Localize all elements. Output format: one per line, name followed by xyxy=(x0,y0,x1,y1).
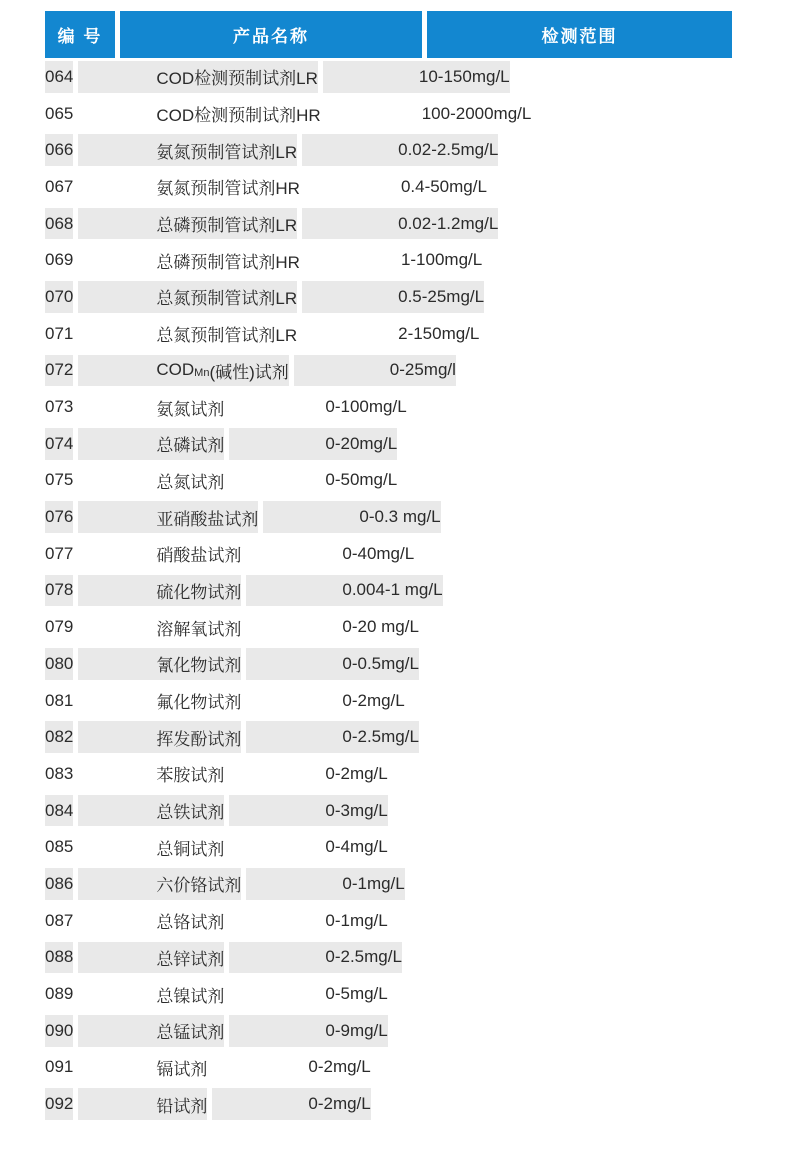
table-row xyxy=(45,976,732,1013)
row-product-name: 亚硝酸盐试剂 xyxy=(78,499,258,536)
row-detection-range: 10-150mg/L xyxy=(323,59,510,96)
row-product-name: 总铜试剂 xyxy=(78,829,224,866)
table-row xyxy=(45,499,732,536)
row-product-name xyxy=(78,353,288,390)
row-detection-range: 0-1mg/L xyxy=(229,903,387,940)
row-code: 071 xyxy=(45,316,73,353)
row-detection-range: 0-2.5mg/L xyxy=(246,719,419,756)
row-detection-range: 0-0.5mg/L xyxy=(246,646,419,683)
row-product-name: 六价铬试剂 xyxy=(78,866,241,903)
row-code: 091 xyxy=(45,1050,73,1087)
table-row xyxy=(45,389,732,426)
row-detection-range: 0-2mg/L xyxy=(229,756,387,793)
row-product-name: 氰化物试剂 xyxy=(78,646,241,683)
row-code: 081 xyxy=(45,683,73,720)
row-code: 090 xyxy=(45,1013,73,1050)
row-product-name: 溶解氧试剂 xyxy=(78,609,241,646)
row-detection-range: 0.02-1.2mg/L xyxy=(302,206,498,243)
row-product-name: 总磷预制管试剂HR xyxy=(78,242,300,279)
row-detection-range: 0-2.5mg/L xyxy=(229,940,402,977)
table-row xyxy=(45,683,732,720)
row-code: 083 xyxy=(45,756,73,793)
row-product-name: COD检测预制试剂LR xyxy=(78,59,318,96)
row-code: 072 xyxy=(45,353,73,390)
row-product-name: 氨氮试剂 xyxy=(78,389,224,426)
row-detection-range: 0-4mg/L xyxy=(229,829,387,866)
table-row xyxy=(45,829,732,866)
table-row xyxy=(45,96,732,133)
row-code: 084 xyxy=(45,793,73,830)
table-row xyxy=(45,573,732,610)
row-code: 074 xyxy=(45,426,73,463)
row-code: 073 xyxy=(45,389,73,426)
row-detection-range: 0-1mg/L xyxy=(246,866,404,903)
row-detection-range: 0-40mg/L xyxy=(246,536,414,573)
row-code: 078 xyxy=(45,573,73,610)
row-product-name: 氨氮预制管试剂HR xyxy=(78,169,300,206)
row-code: 070 xyxy=(45,279,73,316)
table-row xyxy=(45,132,732,169)
row-code: 068 xyxy=(45,206,73,243)
row-detection-range: 0.004-1 mg/L xyxy=(246,573,442,610)
table-row xyxy=(45,59,732,96)
header-detection-range: 检测范围 xyxy=(427,11,732,58)
table-row xyxy=(45,206,732,243)
row-detection-range: 0-2mg/L xyxy=(212,1086,370,1123)
row-product-name: 铅试剂 xyxy=(78,1086,207,1123)
row-product-name: 氟化物试剂 xyxy=(78,683,241,720)
row-product-name: 总铁试剂 xyxy=(78,793,224,830)
row-product-name: 硫化物试剂 xyxy=(78,573,241,610)
row-code: 086 xyxy=(45,866,73,903)
row-detection-range: 0.5-25mg/L xyxy=(302,279,484,316)
table-body xyxy=(45,59,732,1123)
row-product-name: 总磷预制管试剂LR xyxy=(78,206,297,243)
row-code: 064 xyxy=(45,59,73,96)
row-product-name: 挥发酚试剂 xyxy=(78,719,241,756)
table-row xyxy=(45,353,732,390)
row-product-name: 总铬试剂 xyxy=(78,903,224,940)
row-detection-range: 0-0.3 mg/L xyxy=(263,499,440,536)
row-detection-range: 0-25mg/l xyxy=(294,353,456,390)
table-row xyxy=(45,756,732,793)
row-detection-range: 0-5mg/L xyxy=(229,976,387,1013)
product-name-subscript: Mn xyxy=(194,367,210,380)
row-code: 066 xyxy=(45,132,73,169)
table-header-row xyxy=(45,11,732,58)
table-row xyxy=(45,1050,732,1087)
table-row xyxy=(45,940,732,977)
product-name-suffix: (碱性)试剂 xyxy=(209,362,289,382)
row-detection-range: 0.4-50mg/L xyxy=(305,169,487,206)
row-product-name: 总磷试剂 xyxy=(78,426,224,463)
row-code: 075 xyxy=(45,463,73,500)
row-code: 085 xyxy=(45,829,73,866)
table-row xyxy=(45,1013,732,1050)
row-product-name: 总镍试剂 xyxy=(78,976,224,1013)
row-code: 089 xyxy=(45,976,73,1013)
row-detection-range: 0-2mg/L xyxy=(246,683,404,720)
table-row xyxy=(45,903,732,940)
row-code: 077 xyxy=(45,536,73,573)
row-code: 067 xyxy=(45,169,73,206)
table-row xyxy=(45,1086,732,1123)
table-row xyxy=(45,463,732,500)
table-row xyxy=(45,793,732,830)
row-code: 076 xyxy=(45,499,73,536)
row-product-name: 总锌试剂 xyxy=(78,940,224,977)
row-detection-range: 0-100mg/L xyxy=(229,389,406,426)
product-name-prefix: COD xyxy=(156,360,195,380)
row-detection-range: 100-2000mg/L xyxy=(326,96,532,133)
row-product-name: 硝酸盐试剂 xyxy=(78,536,241,573)
table-row xyxy=(45,242,732,279)
row-code: 087 xyxy=(45,903,73,940)
row-detection-range: 1-100mg/L xyxy=(305,242,482,279)
row-detection-range: 0.02-2.5mg/L xyxy=(302,132,498,169)
row-code: 082 xyxy=(45,719,73,756)
row-product-name: 总氮预制管试剂LR xyxy=(78,316,297,353)
table-row xyxy=(45,536,732,573)
row-product-name: 总锰试剂 xyxy=(78,1013,224,1050)
table-row xyxy=(45,426,732,463)
row-product-name: COD检测预制试剂HR xyxy=(78,96,320,133)
row-product-name: 总氮试剂 xyxy=(78,463,224,500)
table-row xyxy=(45,279,732,316)
row-code: 092 xyxy=(45,1086,73,1123)
row-product-name: 氨氮预制管试剂LR xyxy=(78,132,297,169)
row-detection-range: 0-50mg/L xyxy=(229,463,397,500)
table-row xyxy=(45,169,732,206)
row-code: 088 xyxy=(45,940,73,977)
row-code: 079 xyxy=(45,609,73,646)
row-product-name: 镉试剂 xyxy=(78,1050,207,1087)
header-product-name: 产品名称 xyxy=(120,11,422,58)
row-code: 080 xyxy=(45,646,73,683)
row-product-name: 总氮预制管试剂LR xyxy=(78,279,297,316)
header-code: 编 号 xyxy=(45,11,115,58)
row-detection-range: 0-20mg/L xyxy=(229,426,397,463)
table-row xyxy=(45,719,732,756)
table-row xyxy=(45,609,732,646)
table-row xyxy=(45,646,732,683)
row-code: 069 xyxy=(45,242,73,279)
row-detection-range: 0-9mg/L xyxy=(229,1013,387,1050)
table-row xyxy=(45,866,732,903)
row-detection-range: 0-2mg/L xyxy=(212,1050,370,1087)
row-code: 065 xyxy=(45,96,73,133)
row-product-name: 苯胺试剂 xyxy=(78,756,224,793)
row-detection-range: 0-3mg/L xyxy=(229,793,387,830)
row-detection-range: 0-20 mg/L xyxy=(246,609,419,646)
row-detection-range: 2-150mg/L xyxy=(302,316,479,353)
product-table xyxy=(45,11,732,1123)
table-row xyxy=(45,316,732,353)
